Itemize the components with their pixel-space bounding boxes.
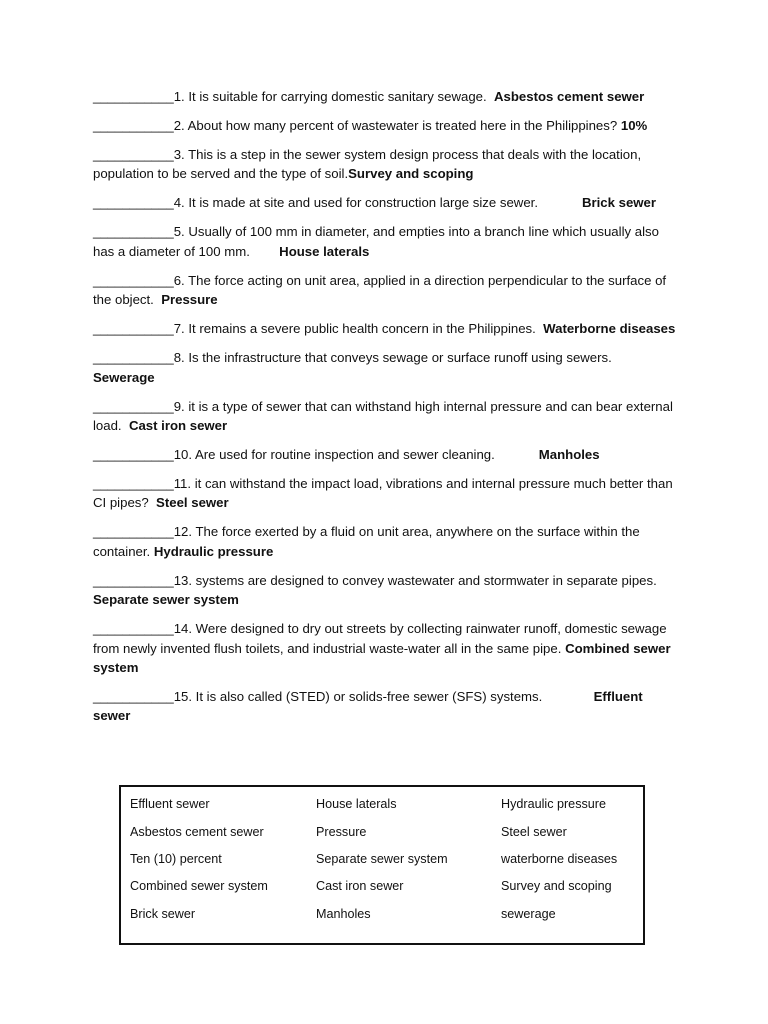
question-list: [93, 87, 683, 735]
word-bank-item: Steel sewer: [501, 825, 567, 839]
question-text: 13. systems are designed to convey wastewater and stormwater in separate pipes.: [173, 572, 661, 588]
answer-blank: ___________: [93, 350, 174, 366]
word-bank-item: Cast iron sewer: [316, 879, 404, 893]
question-answer: Separate sewer system: [93, 592, 239, 608]
question-text: 9. it is a type of sewer that can withstand high internal pressure and can bear external load.: [93, 398, 677, 434]
question-9: [93, 397, 683, 436]
answer-blank: ___________: [93, 195, 174, 211]
word-bank-item: Separate sewer system: [316, 852, 448, 866]
question-text: 12. The force exerted by a fluid on unit area, anywhere on the surface within the container.: [93, 524, 644, 559]
word-bank-item: Survey and scoping: [501, 879, 612, 893]
question-4: [93, 193, 683, 212]
question-answer: Combined sewer system: [93, 640, 671, 676]
question-3: [93, 145, 683, 184]
question-8: [93, 348, 683, 387]
question-12: [93, 522, 683, 561]
answer-blank: ___________: [93, 689, 174, 705]
question-11: [93, 474, 683, 513]
question-answer: 10%: [620, 118, 648, 133]
word-bank-item: Pressure: [316, 825, 367, 839]
question-answer: House laterals: [279, 243, 370, 259]
question-answer: Waterborne diseases: [543, 321, 676, 337]
question-text: 5. Usually of 100 mm in diameter, and empties into a branch line which usually also has a diameter of 100 mm.: [93, 224, 663, 259]
word-bank-item: Combined sewer system: [130, 879, 268, 893]
question-10: [93, 445, 683, 464]
answer-blank: ___________: [93, 524, 174, 540]
answer-blank: ___________: [93, 147, 174, 162]
question-answer: Effluent sewer: [93, 689, 643, 724]
question-text: 10. Are used for routine inspection and sewer cleaning.: [173, 447, 539, 463]
word-bank-item: Brick sewer: [130, 907, 196, 921]
question-13: [93, 571, 683, 610]
answer-blank: ___________: [93, 398, 174, 414]
question-answer: Manholes: [538, 447, 600, 463]
word-bank-item: Ten (10) percent: [130, 852, 222, 866]
answer-blank: ___________: [93, 621, 174, 637]
question-1: [93, 87, 683, 106]
question-answer: Cast iron sewer: [128, 418, 228, 434]
question-text: 6. The force acting on unit area, applied in a direction perpendicular to the surface of the object.: [93, 272, 670, 308]
word-bank-item: Effluent sewer: [130, 797, 210, 811]
answer-blank: ___________: [93, 89, 174, 104]
question-answer: Steel sewer: [156, 495, 229, 511]
question-14: [93, 619, 683, 677]
word-bank-item: House laterals: [316, 797, 397, 811]
answer-blank: ___________: [93, 224, 174, 240]
word-bank-item: Asbestos cement sewer: [130, 825, 264, 839]
question-text: 11. it can withstand the impact load, vibrations and internal pressure much better than CI pipes?: [93, 476, 677, 511]
answer-blank: ___________: [93, 447, 174, 463]
question-6: [93, 271, 683, 310]
question-2: [93, 116, 683, 135]
question-text: 15. It is also called (STED) or solids-free sewer (SFS) systems.: [173, 689, 594, 705]
word-bank-item: sewerage: [501, 907, 556, 921]
word-bank-item: Manholes: [316, 907, 371, 921]
question-answer: Brick sewer: [581, 195, 657, 211]
question-5: [93, 222, 683, 261]
question-answer: Sewerage: [93, 369, 155, 385]
word-bank-item: waterborne diseases: [501, 852, 618, 866]
question-text: 2. About how many percent of wastewater is treated here in the Philippines?: [173, 118, 621, 133]
question-answer: Asbestos cement sewer: [494, 89, 645, 104]
question-7: [93, 319, 683, 338]
question-text: 3. This is a step in the sewer system design process that deals with the location, population to be served and the type of soil.: [93, 147, 645, 182]
question-text: 4. It is made at site and used for construction large size sewer.: [173, 195, 582, 211]
question-text: 1. It is suitable for carrying domestic sanitary sewage.: [173, 89, 494, 104]
answer-blank: ___________: [93, 118, 174, 133]
question-answer: Hydraulic pressure: [153, 543, 274, 559]
question-answer: Survey and scoping: [348, 166, 474, 182]
question-text: 7. It remains a severe public health concern in the Philippines.: [173, 321, 544, 337]
answer-blank: ___________: [93, 572, 174, 588]
word-bank-item: Hydraulic pressure: [501, 797, 606, 811]
answer-blank: ___________: [93, 272, 174, 288]
answer-blank: ___________: [93, 476, 174, 492]
question-answer: Pressure: [161, 292, 218, 308]
question-text: 8. Is the infrastructure that conveys sewage or surface runoff using sewers.: [173, 350, 667, 366]
question-15: [93, 687, 683, 726]
word-bank-box: [119, 785, 645, 945]
answer-blank: ___________: [93, 321, 174, 337]
question-text: 14. Were designed to dry out streets by collecting rainwater runoff, domestic sewage from newly invented flush toilets, and industrial waste-water all in the same pipe.: [93, 621, 671, 656]
